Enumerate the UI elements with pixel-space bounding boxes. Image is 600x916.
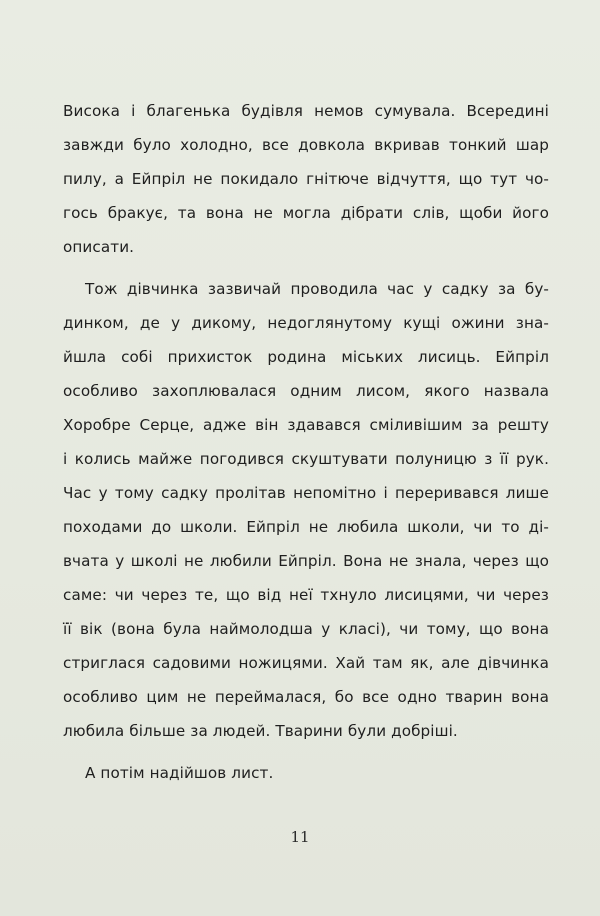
text-line: походами до школи. Ейпріл не любила школи, чи то ді-	[63, 518, 549, 536]
text-line: вчата у школі не любили Ейпріл. Вона не знала, через що	[63, 552, 549, 570]
text-line: і колись майже погодився скуштувати полуницю з її рук.	[63, 450, 549, 468]
text-line: гось бракує, та вона не могла дібрати слів, щоби його	[63, 204, 549, 222]
text-line: Тож дівчинка зазвичай проводила час у садку за бу-	[85, 280, 549, 298]
text-line: А потім надійшов лист.	[85, 764, 274, 782]
text-line: любила більше за людей. Тварини були добріші.	[63, 722, 458, 740]
page-number: 11	[290, 828, 310, 846]
text-line: особливо захоплювалася одним лисом, якого назвала	[63, 382, 549, 400]
text-line: її вік (вона була наймолодша у класі), чи тому, що вона	[63, 620, 549, 638]
text-line: Висока і благенька будівля немов сумувала. Всередині	[63, 102, 549, 120]
text-line: саме: чи через те, що від неї тхнуло лисицями, чи через	[63, 586, 549, 604]
text-line: динком, де у дикому, недоглянутому кущі ожини зна-	[63, 314, 549, 332]
text-line: стриглася садовими ножицями. Хай там як, але дівчинка	[63, 654, 549, 672]
text-line: особливо цим не переймалася, бо все одно тварин вона	[63, 688, 549, 706]
text-line: описати.	[63, 238, 135, 256]
text-line: йшла собі прихисток родина міських лисиць. Ейпріл	[63, 348, 549, 366]
text-line: Хоробре Серце, адже він здавався сміливішим за решту	[63, 416, 549, 434]
text-line: пилу, а Ейпріл не покидало гнітюче відчуття, що тут чо-	[63, 170, 549, 188]
body-text	[63, 94, 549, 790]
text-line: Час у тому садку пролітав непомітно і переривався лише	[63, 484, 549, 502]
text-line: завжди було холодно, все довкола вкривав тонкий шар	[63, 136, 549, 154]
